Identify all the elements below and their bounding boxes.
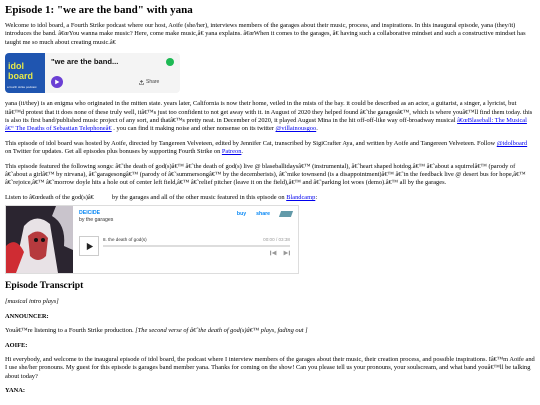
cover-art-line2: board bbox=[8, 71, 34, 82]
bandcamp-links bbox=[237, 210, 292, 218]
credits-text-middle: on Twitter for updates. Get all episodes plus bonuses by supporting Fourth Strike on bbox=[5, 148, 222, 156]
announcer-text: Youâ€™re listening to a Fourth Strike production. bbox=[5, 327, 136, 335]
bio-text-end: . bbox=[316, 125, 318, 133]
progress-bar[interactable] bbox=[103, 245, 290, 247]
listen-text-middle: by the garages and all of the other music featured in this episode on bbox=[111, 193, 287, 201]
bandcamp-link[interactable]: Blandcamp bbox=[286, 193, 316, 201]
track-title: 8. the death of god(s) bbox=[103, 237, 147, 243]
album-art-image bbox=[6, 206, 73, 273]
page-title: Episode 1: "we are the band" with yana bbox=[5, 4, 193, 16]
patreon-link[interactable]: Patreon bbox=[221, 148, 242, 156]
listen-paragraph bbox=[5, 194, 535, 202]
podcast-embed[interactable] bbox=[5, 53, 180, 93]
twitter-link[interactable]: @villainousgoo bbox=[275, 125, 317, 133]
transcript-heading: Episode Transcript bbox=[5, 280, 84, 292]
buy-link[interactable]: buy bbox=[236, 211, 247, 218]
intro-paragraph: Welcome to idol board, a Fourth Strike podcast where our host, Aoife (she/her), interviews members of the garages about their music, process, and inspirations. In this inaugural episode, yana (they/it) introduces the band. â€œYou wanna make music? Here, come make music,â€ yana explains. â€œWhen it comes to the garages, â€ having such a collaborative mindset and such a constructive mindset has taught me so much about creating music.â€ bbox=[5, 22, 526, 46]
cover-art-line1: idol bbox=[8, 61, 24, 72]
next-track-icon[interactable] bbox=[283, 250, 290, 256]
speaker-aoife: AOIFE: bbox=[5, 341, 28, 349]
announcer-direction: [The second verse of â€˜the death of god(s)â€™ plays, fading out ] bbox=[135, 327, 308, 335]
bandcamp-player-body bbox=[73, 206, 298, 273]
listen-text-end: : bbox=[315, 193, 318, 201]
track-controls bbox=[270, 250, 290, 256]
aoife-line: Hi everybody, and welcome to the inaugural episode of idol board, the podcast where I interview members of the garages about their music, their creation process, and possible inspirations. Iâ€™m Aoife and I use she/her pronouns. My guest for this episode is garages band member yana. Thanks for coming on the show! Can you please tell us your pronouns, your soulscream, and what band youâ€™ll be talking about today? bbox=[5, 355, 535, 380]
track-time: 00:00 / 03:38 bbox=[263, 237, 290, 243]
play-button[interactable] bbox=[51, 76, 63, 88]
podcast-cover-art bbox=[5, 53, 45, 93]
bio-paragraph bbox=[5, 100, 535, 134]
speaker-announcer: ANNOUNCER: bbox=[5, 312, 49, 320]
album-art[interactable] bbox=[6, 206, 73, 273]
podcast-embed-body bbox=[45, 53, 180, 93]
idolboard-link[interactable]: @idolboard bbox=[496, 139, 528, 147]
bandcamp-play-button[interactable] bbox=[79, 236, 99, 256]
previous-track-icon[interactable] bbox=[270, 250, 277, 256]
credits-text: This episode of idol board was hosted by Aoife, directed by Tangereen Velveteen, edited by Jennifer Cat, transcribed by SigiCrafter Aya, and written by Aoife and Tangereen Velveteen. Follow bbox=[5, 139, 497, 147]
listen-text: Listen to â€œdeath of the god(s)â€ bbox=[5, 193, 94, 201]
cover-art-line3: a fourth strike podcast bbox=[7, 85, 37, 90]
bio-text: yana (it/they) is an enigma who originated in the mitten state. years later, California is now their home, veiled in the mists of the bay. it could be described as an actor, a guitarist, a singer, a lyricist, but itâ€™d protest that it does none of these truly well, itâ€™s just too confident to not get away with it. in August of 2020 they helped found â€˜the garagesâ€™, which is where youâ€™ll find them today. this is also its first band/published music project of any sort, and thatâ€™s pretty neat. in December of 2020, it played August Mina in the hit off-off-like way off-broadway musical bbox=[5, 100, 533, 125]
announcer-line bbox=[5, 327, 535, 335]
bandcamp-logo-icon[interactable] bbox=[279, 211, 293, 217]
podcast-episode-title[interactable]: "we are the band... bbox=[51, 57, 119, 67]
speaker-yana: YANA: bbox=[5, 387, 26, 395]
stage-direction: [musical intro plays] bbox=[5, 298, 59, 306]
album-name[interactable]: DEICIDE bbox=[79, 210, 101, 217]
play-icon bbox=[54, 79, 60, 85]
play-icon bbox=[85, 242, 94, 251]
bandcamp-player[interactable] bbox=[5, 205, 299, 274]
share-label: Share bbox=[146, 78, 160, 85]
share-button[interactable] bbox=[139, 78, 159, 86]
songs-paragraph: This episode featured the following songs: â€˜the death of god(s)â€™ â€˜the death of god(s) live @ blaseballidaysâ€™ (instrumental), â€˜heart shaped hotdog.â€™ â€˜about a squirrelâ€™ (parody of â€˜about a girlâ€™ by nirvana), â€˜garagesongâ€™ (parody of â€˜summersongâ€™ by the decemberists), â€˜mike townsend (is a disappointment)â€™ â€˜in the feedback live @ desert bus for hope,â€™ â€˜rejoice,â€™ â€˜morrow doyle hits a hole out of center left field,â€™ â€˜relief pitcher (leave it on the field),â€™ and â€˜parking lot woes (demo).â€™ all by the garages. bbox=[5, 162, 526, 187]
credits-paragraph bbox=[5, 140, 535, 157]
share-icon bbox=[139, 80, 144, 85]
musical-link[interactable]: â€œBlaseball: The Musical â€“ The Deaths of Sebastian Telephoneâ€ bbox=[5, 117, 527, 133]
credits-text-end: . bbox=[241, 148, 244, 156]
bio-text-middle: . you can find it making noise and other nonsense on its twitter bbox=[111, 125, 276, 133]
share-link[interactable]: share bbox=[256, 211, 270, 218]
album-artist[interactable]: by the garages bbox=[79, 217, 114, 224]
